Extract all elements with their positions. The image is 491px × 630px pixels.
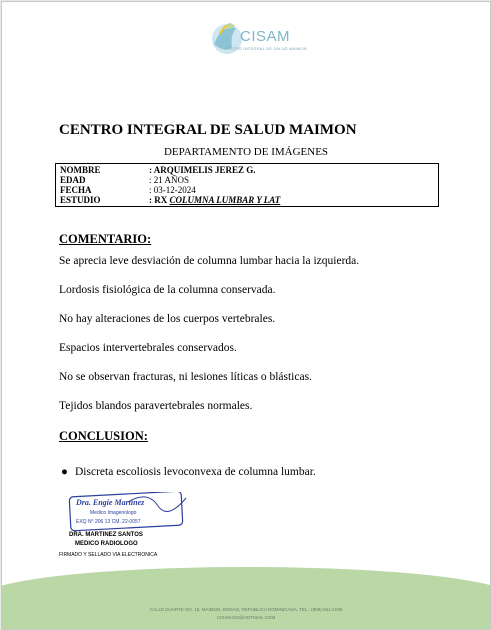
comment-line: No se observan fracturas, ni lesiones líticas o blásticas.: [59, 371, 312, 383]
comment-line: Se aprecia leve desviación de columna lumbar hacia la izquierda.: [59, 255, 360, 267]
age-label: EDAD: [60, 175, 86, 185]
study-value-wrap: [149, 195, 280, 205]
age-value: : 21 AÑOS: [149, 175, 190, 185]
date-label: FECHA: [60, 185, 92, 195]
comment-line: Tejidos blandos paravertebrales normales.: [59, 400, 253, 412]
study-value: COLUMNA LUMBAR Y LAT: [169, 195, 281, 205]
page-title: CENTRO INTEGRAL DE SALUD MAIMON: [59, 122, 357, 138]
name-label: NOMBRE: [60, 165, 101, 175]
logo-text: CISAM: [240, 28, 291, 45]
conclusion-item: [61, 466, 316, 478]
stamp-name: Dra. Engie Martinez: [76, 498, 145, 507]
conclusion-text: Discreta escoliosis levoconvexa de columna lumbar.: [75, 466, 316, 478]
footer-band: [1, 567, 491, 630]
report-page: [1, 1, 491, 630]
study-prefix: : RX: [149, 195, 168, 205]
signature-stamp: [68, 492, 188, 532]
bullet-icon: ●: [61, 466, 68, 478]
comment-heading: COMENTARIO:: [59, 232, 152, 246]
patient-info-box: [55, 163, 439, 207]
stamp-title: Medico Imagenologo: [90, 510, 137, 516]
comment-line: Espacios intervertebrales conservados.: [59, 342, 237, 354]
signature-note: FIRMADO Y SELLADO VIA ELECTRONICA: [59, 552, 158, 558]
logo-subtext: CENTRO INTEGRAL DE SALUD MAIMON: [224, 46, 307, 51]
stamp-id: EXQ N° 206 13 CM. 22-0057: [76, 519, 141, 525]
patient-study-row: [60, 195, 438, 205]
comment-line: Lordosis fisiológica de la columna conservada.: [59, 284, 276, 296]
patient-date-row: [60, 185, 438, 195]
date-value: : 03-12-2024: [149, 185, 196, 195]
department-label: DEPARTAMENTO DE IMÁGENES: [163, 146, 329, 158]
footer-email: CISAM.DO@HOTMAIL.COM: [216, 615, 276, 620]
study-label: ESTUDIO: [60, 195, 101, 205]
footer-address: CALLE DUARTE NO. 15, MAIMÓN, BONAO, REPUBLICA DOMINICANA, TEL.: (809)-551-2196: [149, 607, 343, 612]
patient-age-row: [60, 175, 438, 185]
name-value: : ARQUIMELIS JEREZ G.: [149, 165, 256, 175]
doctor-name: DRA. MARTINEZ SANTOS: [69, 532, 143, 538]
comment-line: No hay alteraciones de los cuerpos vertebrales.: [59, 313, 276, 325]
conclusion-heading: CONCLUSION:: [59, 429, 148, 443]
patient-name-row: [60, 165, 438, 175]
doctor-role: MEDICO RADIOLOGO: [75, 541, 138, 547]
